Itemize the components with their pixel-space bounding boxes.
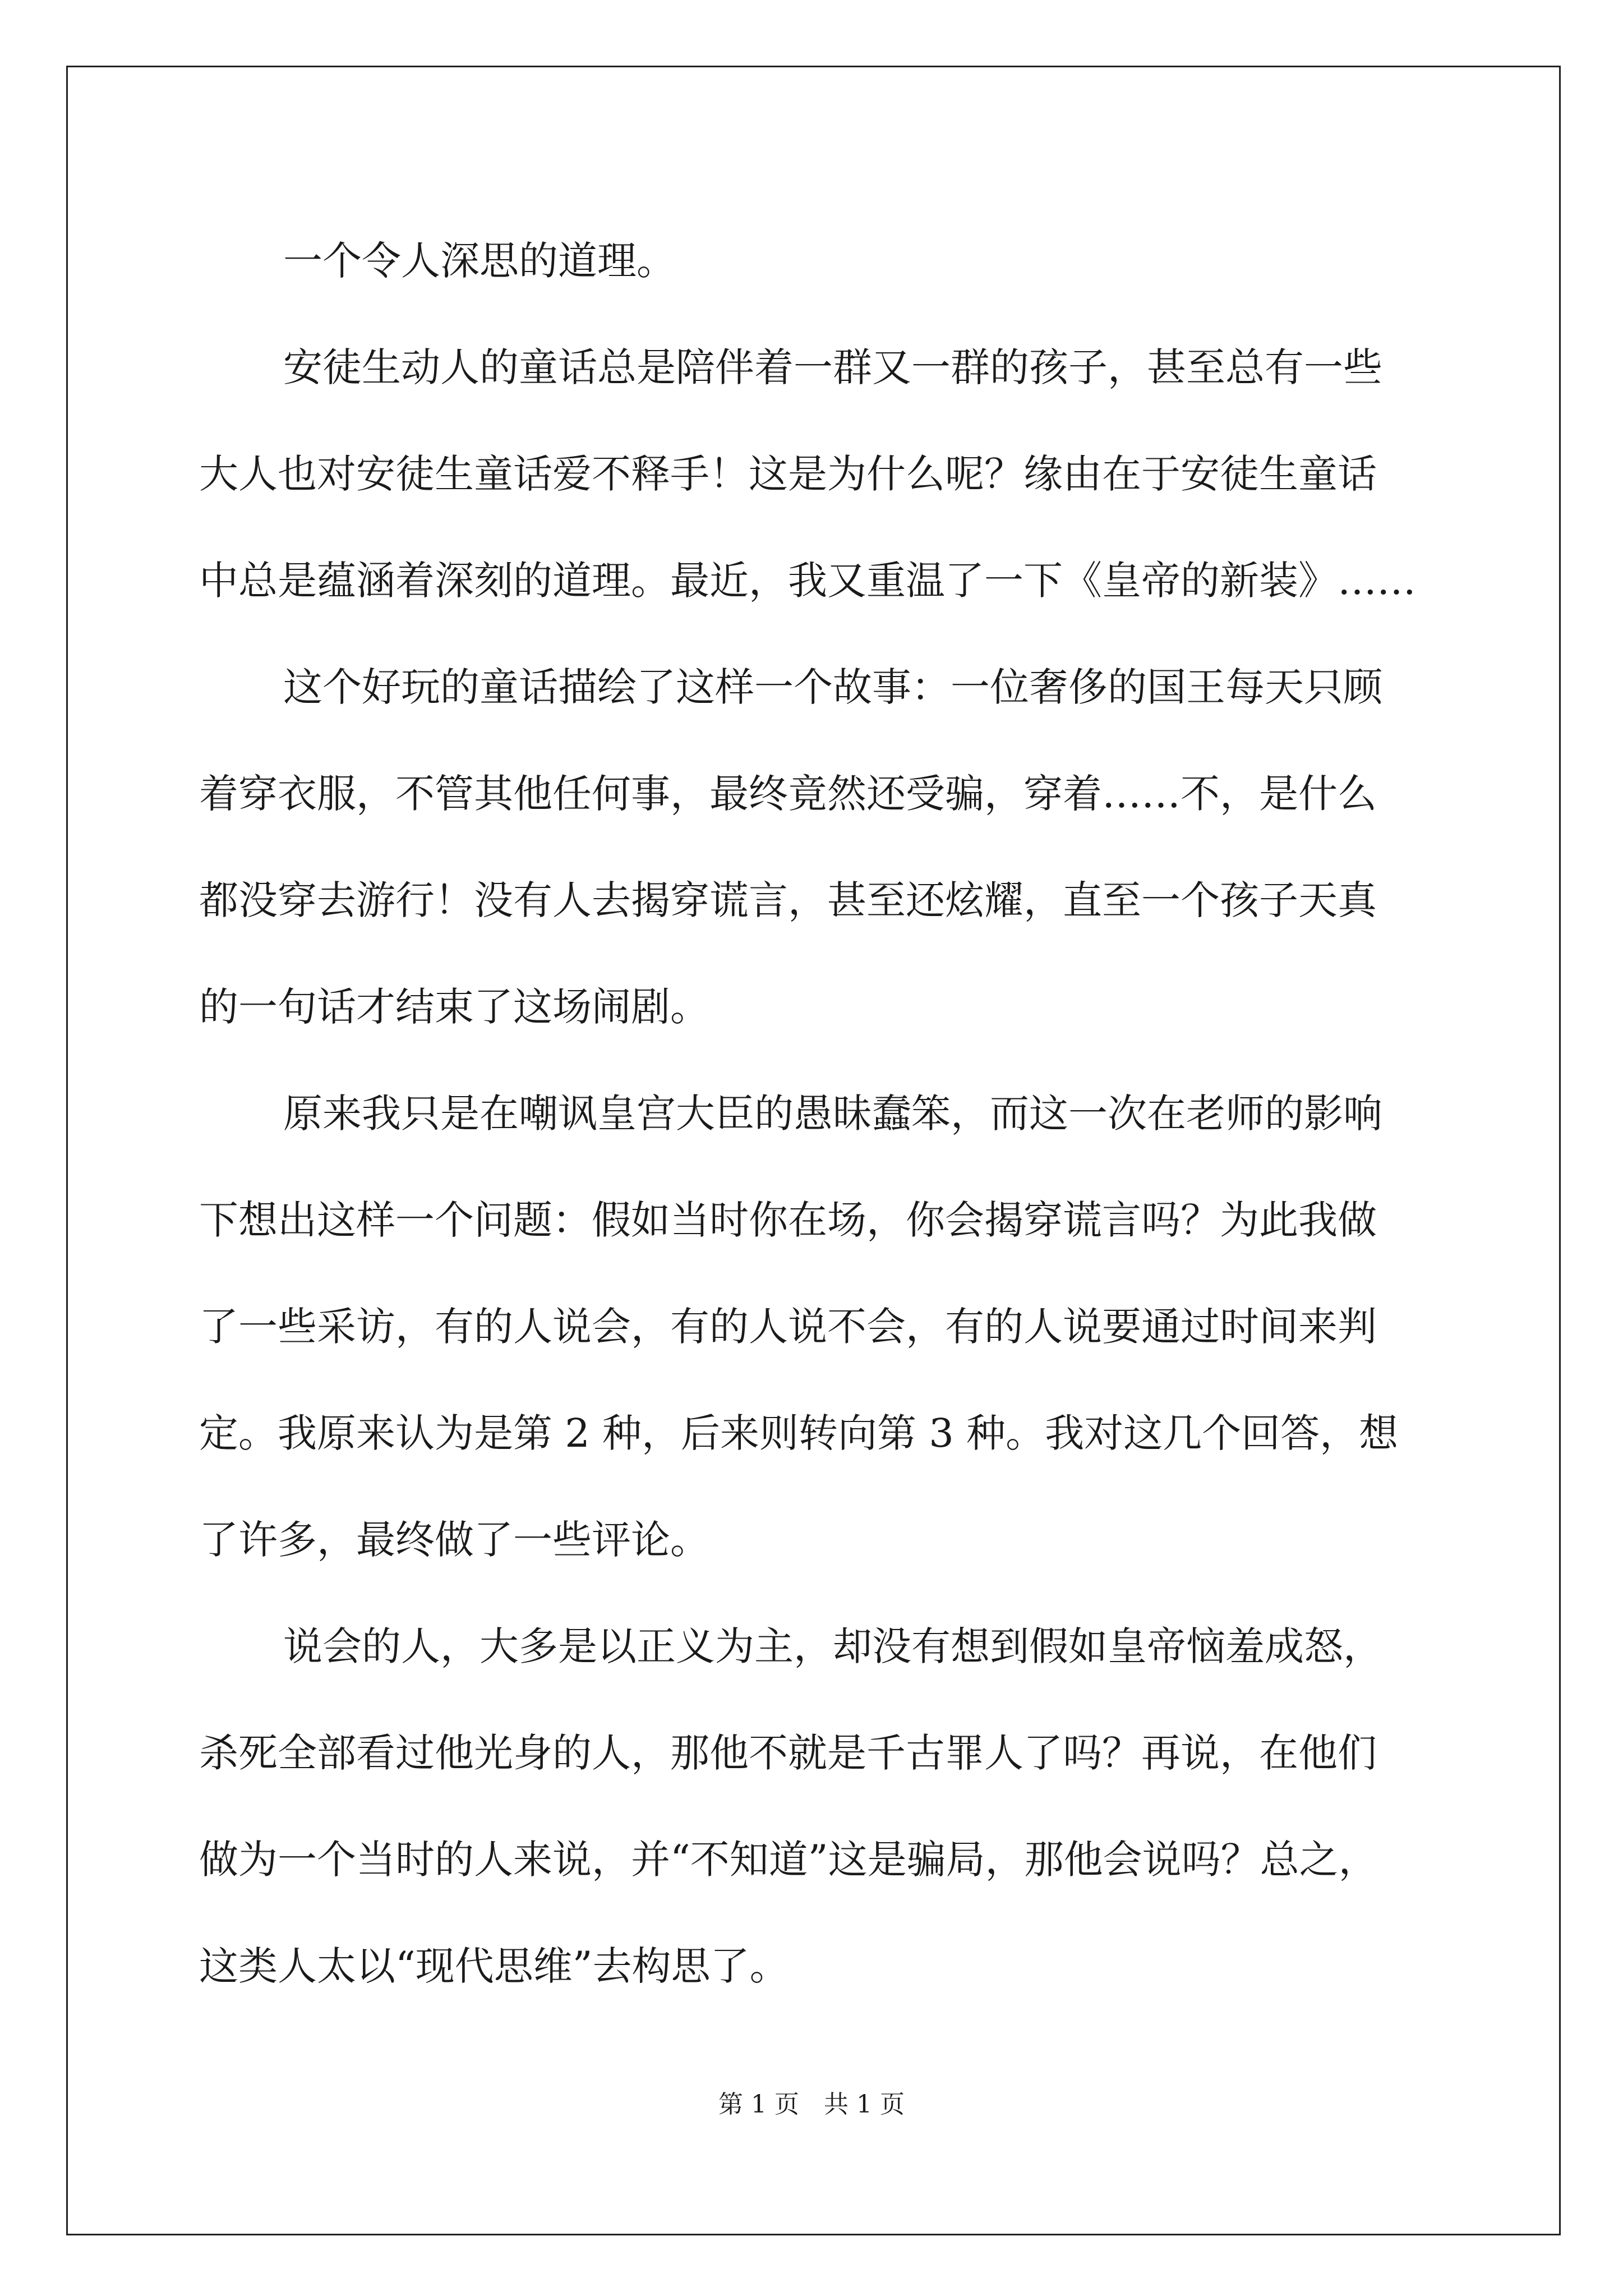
text-line: 的一句话才结束了这场闹剧。 <box>199 984 709 1030</box>
page-footer: 第 1 页 共 1 页 <box>718 2090 905 2119</box>
text-line: 原来我只是在嘲讽皇宫大臣的愚昧蠢笨，而这一次在老师的影响 <box>283 1091 1382 1137</box>
text-line: 着穿衣服，不管其他任何事，最终竟然还受骗，穿着……不，是什么 <box>199 771 1377 817</box>
text-line: 这类人太以“现代思维”去构思了。 <box>199 1943 789 1989</box>
text-line: 都没穿去游行！没有人去揭穿谎言，甚至还炫耀，直至一个孩子天真 <box>199 877 1377 923</box>
text-line: 定。我原来认为是第 2 种，后来则转向第 3 种。我对这几个回答，想 <box>199 1410 1399 1456</box>
text-line: 了一些采访，有的人说会，有的人说不会，有的人说要通过时间来判 <box>199 1304 1377 1350</box>
text-line: 做为一个当时的人来说，并“不知道”这是骗局，那他会说吗？总之， <box>199 1837 1378 1883</box>
text-line: 杀死全部看过他光身的人，那他不就是千古罪人了吗？再说，在他们 <box>199 1730 1377 1776</box>
text-line: 这个好玩的童话描绘了这样一个故事：一位奢侈的国王每天只顾 <box>283 664 1382 710</box>
text-line: 下想出这样一个问题：假如当时你在场，你会揭穿谎言吗？为此我做 <box>199 1197 1377 1243</box>
text-line: 中总是蕴涵着深刻的道理。最近，我又重温了一下《皇帝的新装》…… <box>199 558 1416 604</box>
document-body <box>199 208 1433 2019</box>
text-line: 大人也对安徒生童话爱不释手！这是为什么呢？缘由在于安徒生童话 <box>199 451 1377 497</box>
text-line: 一个令人深思的道理。 <box>283 238 676 284</box>
text-line: 了许多，最终做了一些评论。 <box>199 1517 709 1563</box>
text-line: 安徒生动人的童话总是陪伴着一群又一群的孩子，甚至总有一些 <box>283 344 1382 390</box>
text-line: 说会的人，大多是以正义为主，却没有想到假如皇帝恼羞成怒， <box>283 1623 1382 1669</box>
